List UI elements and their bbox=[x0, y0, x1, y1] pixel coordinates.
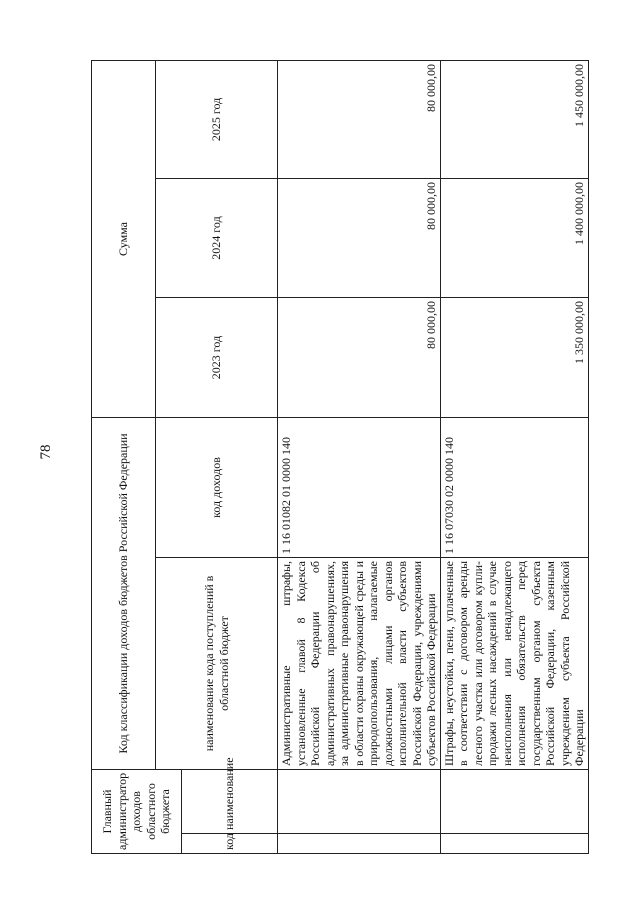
income-code-cell: 1 16 01082 01 0000 140 bbox=[278, 417, 441, 557]
sum-2023-cell: 1 350 000,00 bbox=[440, 297, 588, 417]
sum-2025-cell: 80 000,00 bbox=[278, 60, 441, 178]
description-cell: Штрафы, неустойки, пени, уплаченные в соответствии с договором аренды лесного участка или договором купли-продажи лесных насаждений в случае неисполнения или ненадлежащего исполнения обязательств перед государственным органом субъекта Российской Федерации, казенным учреждением субъекта Российской Федерации bbox=[440, 557, 588, 769]
header-row-1 bbox=[92, 60, 156, 853]
sum-group-header: Сумма bbox=[92, 60, 156, 417]
sum-2023-cell: 80 000,00 bbox=[278, 297, 441, 417]
admin-group-header: Главный администратор доходов областного бюджета bbox=[92, 769, 182, 853]
income-code-column-header: код доходов bbox=[156, 417, 278, 557]
admin-name-column-header: наименование bbox=[182, 769, 278, 833]
description-cell: Административные штрафы, установленные главой 8 Кодекса Российской Федерации об административных правонарушениях, за административные правонарушения в области охраны окружающей среды и природопользования, налагаемые должностными лицами органов исполнительной власти субъектов Российской Федерации, учреждениями субъектов Российской Федерации bbox=[278, 557, 441, 769]
rotated-page-content bbox=[91, 61, 586, 854]
sum-2025-cell: 1 450 000,00 bbox=[440, 60, 588, 178]
income-code-cell: 1 16 07030 02 0000 140 bbox=[440, 417, 588, 557]
year-2025-column-header: 2025 год bbox=[156, 60, 278, 178]
income-table bbox=[91, 60, 589, 854]
admin-name-cell bbox=[440, 769, 588, 833]
sum-2024-cell: 80 000,00 bbox=[278, 178, 441, 297]
admin-code-cell bbox=[440, 834, 588, 854]
header-row-2 bbox=[156, 60, 182, 853]
admin-code-column-header: код bbox=[182, 834, 278, 854]
classification-group-header: Код классификации доходов бюджетов Российской Федерации bbox=[92, 417, 156, 769]
year-2024-column-header: 2024 год bbox=[156, 178, 278, 297]
table-row bbox=[278, 60, 441, 853]
year-2023-column-header: 2023 год bbox=[156, 297, 278, 417]
admin-code-cell bbox=[278, 834, 441, 854]
table-row bbox=[440, 60, 588, 853]
page-number: 78 bbox=[38, 444, 54, 460]
description-column-header: наименование кода поступлений в областной бюджет bbox=[156, 557, 278, 769]
admin-name-cell bbox=[278, 769, 441, 833]
sum-2024-cell: 1 400 000,00 bbox=[440, 178, 588, 297]
